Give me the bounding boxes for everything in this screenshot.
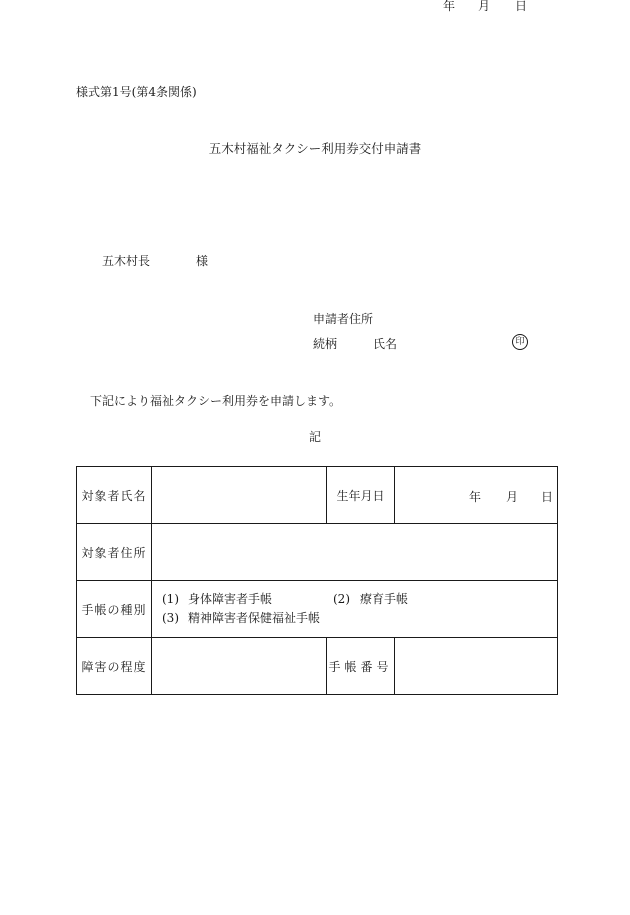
type-num-2: (2) bbox=[333, 592, 350, 606]
handbook-number-field[interactable] bbox=[395, 638, 558, 695]
table-row bbox=[77, 524, 558, 581]
birth-date-label: 生年月日 bbox=[327, 467, 395, 524]
birth-year-label: 年 bbox=[469, 490, 482, 504]
table-row bbox=[77, 467, 558, 524]
form-number: 様式第1号(第4条関係) bbox=[76, 85, 197, 99]
subject-name-field[interactable] bbox=[152, 467, 327, 524]
disability-degree-field[interactable] bbox=[152, 638, 327, 695]
subject-name-label: 対象者氏名 bbox=[77, 467, 152, 524]
applicant-address-label: 申請者住所 bbox=[313, 312, 374, 326]
handbook-type-options[interactable] bbox=[152, 581, 558, 638]
addressee: 五木村長 bbox=[102, 254, 151, 268]
document-title: 五木村福祉タクシー利用券交付申請書 bbox=[208, 141, 422, 156]
disability-degree-label: 障害の程度 bbox=[77, 638, 152, 695]
type-num-3: (3) bbox=[162, 611, 179, 625]
applicant-name-label: 氏名 bbox=[373, 337, 398, 351]
birth-month-label: 月 bbox=[506, 490, 519, 504]
application-table bbox=[76, 466, 558, 695]
date-day-label: 日 bbox=[515, 0, 528, 13]
relation-label: 続柄 bbox=[313, 337, 338, 351]
honorific: 様 bbox=[196, 254, 209, 268]
type-name-3: 精神障害者保健福祉手帳 bbox=[188, 611, 321, 625]
handbook-number-label: 手帳番号 bbox=[327, 638, 395, 695]
date-year-label: 年 bbox=[443, 0, 456, 13]
ki-marker: 記 bbox=[308, 430, 321, 444]
date-month-label: 月 bbox=[478, 0, 491, 13]
handbook-type-label: 手帳の種別 bbox=[77, 581, 152, 638]
request-statement: 下記により福祉タクシー利用券を申請します。 bbox=[90, 394, 342, 408]
birth-day-label: 日 bbox=[541, 490, 554, 504]
subject-address-label: 対象者住所 bbox=[77, 524, 152, 581]
table-row bbox=[77, 638, 558, 695]
seal-mark: 印 bbox=[512, 334, 528, 350]
type-name-2: 療育手帳 bbox=[360, 592, 409, 606]
type-name-1: 身体障害者手帳 bbox=[188, 592, 273, 606]
subject-address-field[interactable] bbox=[152, 524, 558, 581]
table-row bbox=[77, 581, 558, 638]
type-num-1: (1) bbox=[162, 592, 179, 606]
birth-date-field[interactable] bbox=[395, 467, 558, 524]
